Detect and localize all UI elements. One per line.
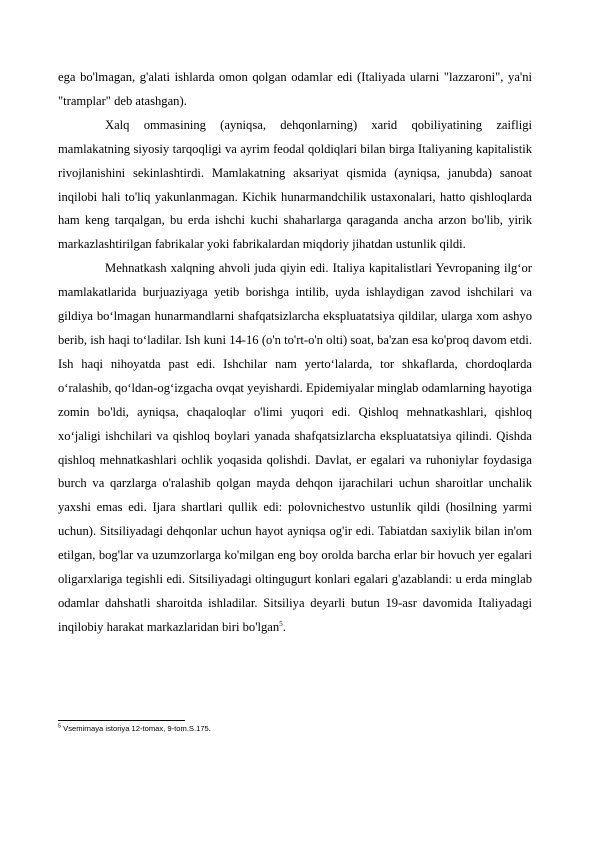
footnote	[58, 724, 532, 734]
footnote-marker: 5	[58, 723, 62, 730]
paragraph-1: ega bo'lmagan, g'alati ishlarda omon qolgan odamlar edi (Italiyada ularni "lazzaroni", ya'ni "tramplar" deb atashgan).	[58, 70, 532, 108]
footnote-reference: 5	[279, 619, 283, 628]
footnote-text: Vsemirnaya istoriya 12-tomax, 9-tom.S.175.	[61, 724, 211, 733]
paragraph-3	[58, 257, 532, 640]
footnote-separator	[58, 720, 185, 721]
paragraph-3-trailing: .	[282, 619, 286, 634]
document-body	[58, 66, 532, 640]
paragraph-3-text: Mehnatkash xalqning ahvoli juda qiyin edi. Italiya kapitalistlari Yevropaning ilg‘or mamlakatlarida burjuaziyaga yetib borishga intilib, uyda ishlaydigan zavod ishchilari va gildiya bo‘lmagan hunarmandlarni shafqatsizlarcha ekspluatatsiya qildilar, ularga xom ashyo berib, ish haqi to‘ladilar. Ish kuni 14-16 (o'n to'rt-o'n olti) soat, ba'zan esa ko'proq davom etdi. Ish haqi nihoyatda past edi. Ishchilar nam yerto‘lalarda, tor shkaflarda, chordoqlarda o‘ralashib, qo‘ldan-og‘izgacha ovqat yeyishardi. Epidemiyalar minglab odamlarning hayotiga zomin bo'ldi, ayniqsa, chaqaloqlar o'limi yuqori edi. Qishloq mehnatkashlari, qishloq xo‘jaligi ishchilari va qishloq boylari yanada shafqatsizlarcha ekspluatatsiya qilindi. Qishda qishloq mehnatkashlari ochlik yoqasida qolishdi. Davlat, er egalari va ruhoniylar foydasiga burch va qarzlarga o'ralashib qolgan mayda dehqon ijarachilari uchun sharoitlar unchalik yaxshi emas edi. Ijara shartlari qullik edi: polovnichestvo ustunlik qildi (hosilning yarmi uchun). Sitsiliyadagi dehqonlar uchun hayot ayniqsa og'ir edi. Tabiatdan saxiylik bilan in'om etilgan, bog'lar va uzumzorlarga ko'milgan eng boy orolda barcha erlar bir hovuch yer egalari oligarxlariga tegishli edi. Sitsiliyadagi oltingugurt konlari egalari g'azablandi: u erda minglab odamlar dahshatli sharoitda ishladilar. Sitsiliya deyarli butun 19-asr davomida Italiyadagi inqilobiy harakat markazlaridan biri bo'lgan	[58, 261, 532, 634]
paragraph-2: Xalq ommasining (ayniqsa, dehqonlarning) xarid qobiliyatining zaifligi mamlakatning siyosiy tarqoqligi va ayrim feodal qoldiqlari bilan birga Italiyaning kapitalistik rivojlanishini sekinlashtirdi. Mamlakatning aksariyat qismida (ayniqsa, janubda) sanoat inqilobi hali to'liq yakunlanmagan. Kichik hunarmandchilik ustaxonalari, hatto qishloqlarda ham keng tarqalgan, bu erda ishchi kuchi shaharlarga qaraganda ancha arzon bo'lib, yirik markazlashtirilgan fabrikalar yoki fabrikalardan miqdoriy jihatdan ustunlik qildi.	[58, 117, 532, 252]
